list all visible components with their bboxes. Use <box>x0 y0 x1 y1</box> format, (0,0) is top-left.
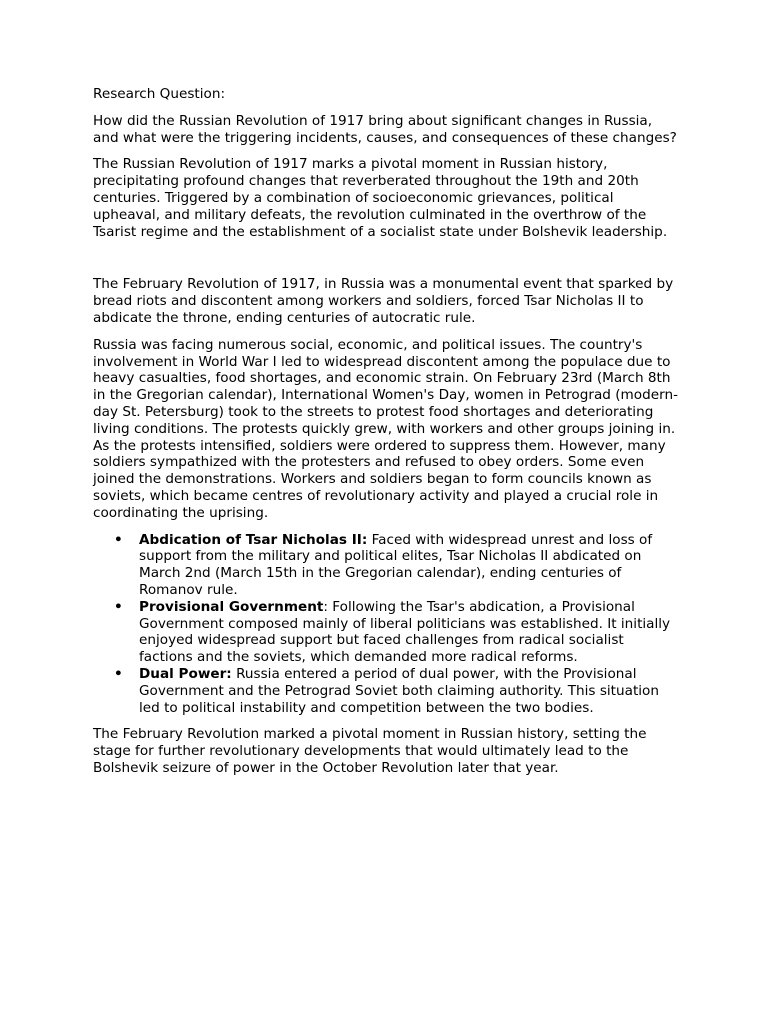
list-item-term: Dual Power: <box>139 665 232 682</box>
list-item-term: Provisional Government <box>139 598 324 615</box>
list-item-text: : Following the Tsar's abdication, a Provisional Government composed mainly of liberal politicians was established. It initially enjoyed widespread support but faced challenges from radical socialist factions and the soviets, which demanded more radical reforms. <box>139 598 671 666</box>
conclusion-paragraph: The February Revolution marked a pivotal moment in Russian history, setting the stage for further revolutionary developments that would ultimately lead to the Bolshevik seizure of power in the October Revolution later that year. <box>93 726 647 776</box>
list-item <box>93 532 678 599</box>
list-item-text: Faced with widespread unrest and loss of support from the military and political elites, Tsar Nicholas II abdicated on March 2nd (March 15th in the Gregorian calendar), ending centuries of Romanov rule. <box>139 531 653 598</box>
list-item-text: Russia entered a period of dual power, with the Provisional Government and the Petrograd Soviet both claiming authority. This situation led to political instability and competition between the two bodies. <box>139 665 659 716</box>
research-question-label: Research Question: <box>93 86 226 102</box>
bullet-icon: • <box>114 531 123 548</box>
research-question-text: How did the Russian Revolution of 1917 bring about significant changes in Russia, and what were the triggering incidents, causes, and consequences of these changes? <box>93 112 677 146</box>
bullet-icon: • <box>114 598 123 615</box>
bullet-icon: • <box>114 665 123 682</box>
background-paragraph: Russia was facing numerous social, economic, and political issues. The country's involvement in World War I led to widespread discontent among the populace due to heavy casualties, food shortages, and economic strain. On February 23rd (March 8th in the Gregorian calendar), International Women's Day, women in Petrograd (modern-day St. Petersburg) took to the streets to protest food shortages and deteriorating living conditions. The protests quickly grew, with workers and other groups joining in. As the protests intensified, soldiers were ordered to suppress them. However, many soldiers sympathized with the protesters and refused to obey orders. Some even joined the demonstrations. Workers and soldiers began to form councils known as soviets, which became centres of revolutionary activity and played a crucial role in coordinating the uprising. <box>93 336 678 521</box>
list-item <box>93 599 678 666</box>
empty-paragraph <box>93 250 678 276</box>
list-item <box>93 666 678 716</box>
list-item-term: Abdication of Tsar Nicholas II: <box>139 531 368 548</box>
document-page <box>93 86 678 787</box>
february-revolution-paragraph: The February Revolution of 1917, in Russia was a monumental event that sparked by bread riots and discontent among workers and soldiers, forced Tsar Nicholas II to abdicate the throne, ending centuries of autocratic rule. <box>93 276 674 326</box>
consequences-list <box>93 532 678 717</box>
intro-paragraph: The Russian Revolution of 1917 marks a pivotal moment in Russian history, precipitating profound changes that reverberated throughout the 19th and 20th centuries. Triggered by a combination of socioeconomic grievances, political upheaval, and military defeats, the revolution culminated in the overthrow of the Tsarist regime and the establishment of a socialist state under Bolshevik leadership. <box>93 156 668 240</box>
